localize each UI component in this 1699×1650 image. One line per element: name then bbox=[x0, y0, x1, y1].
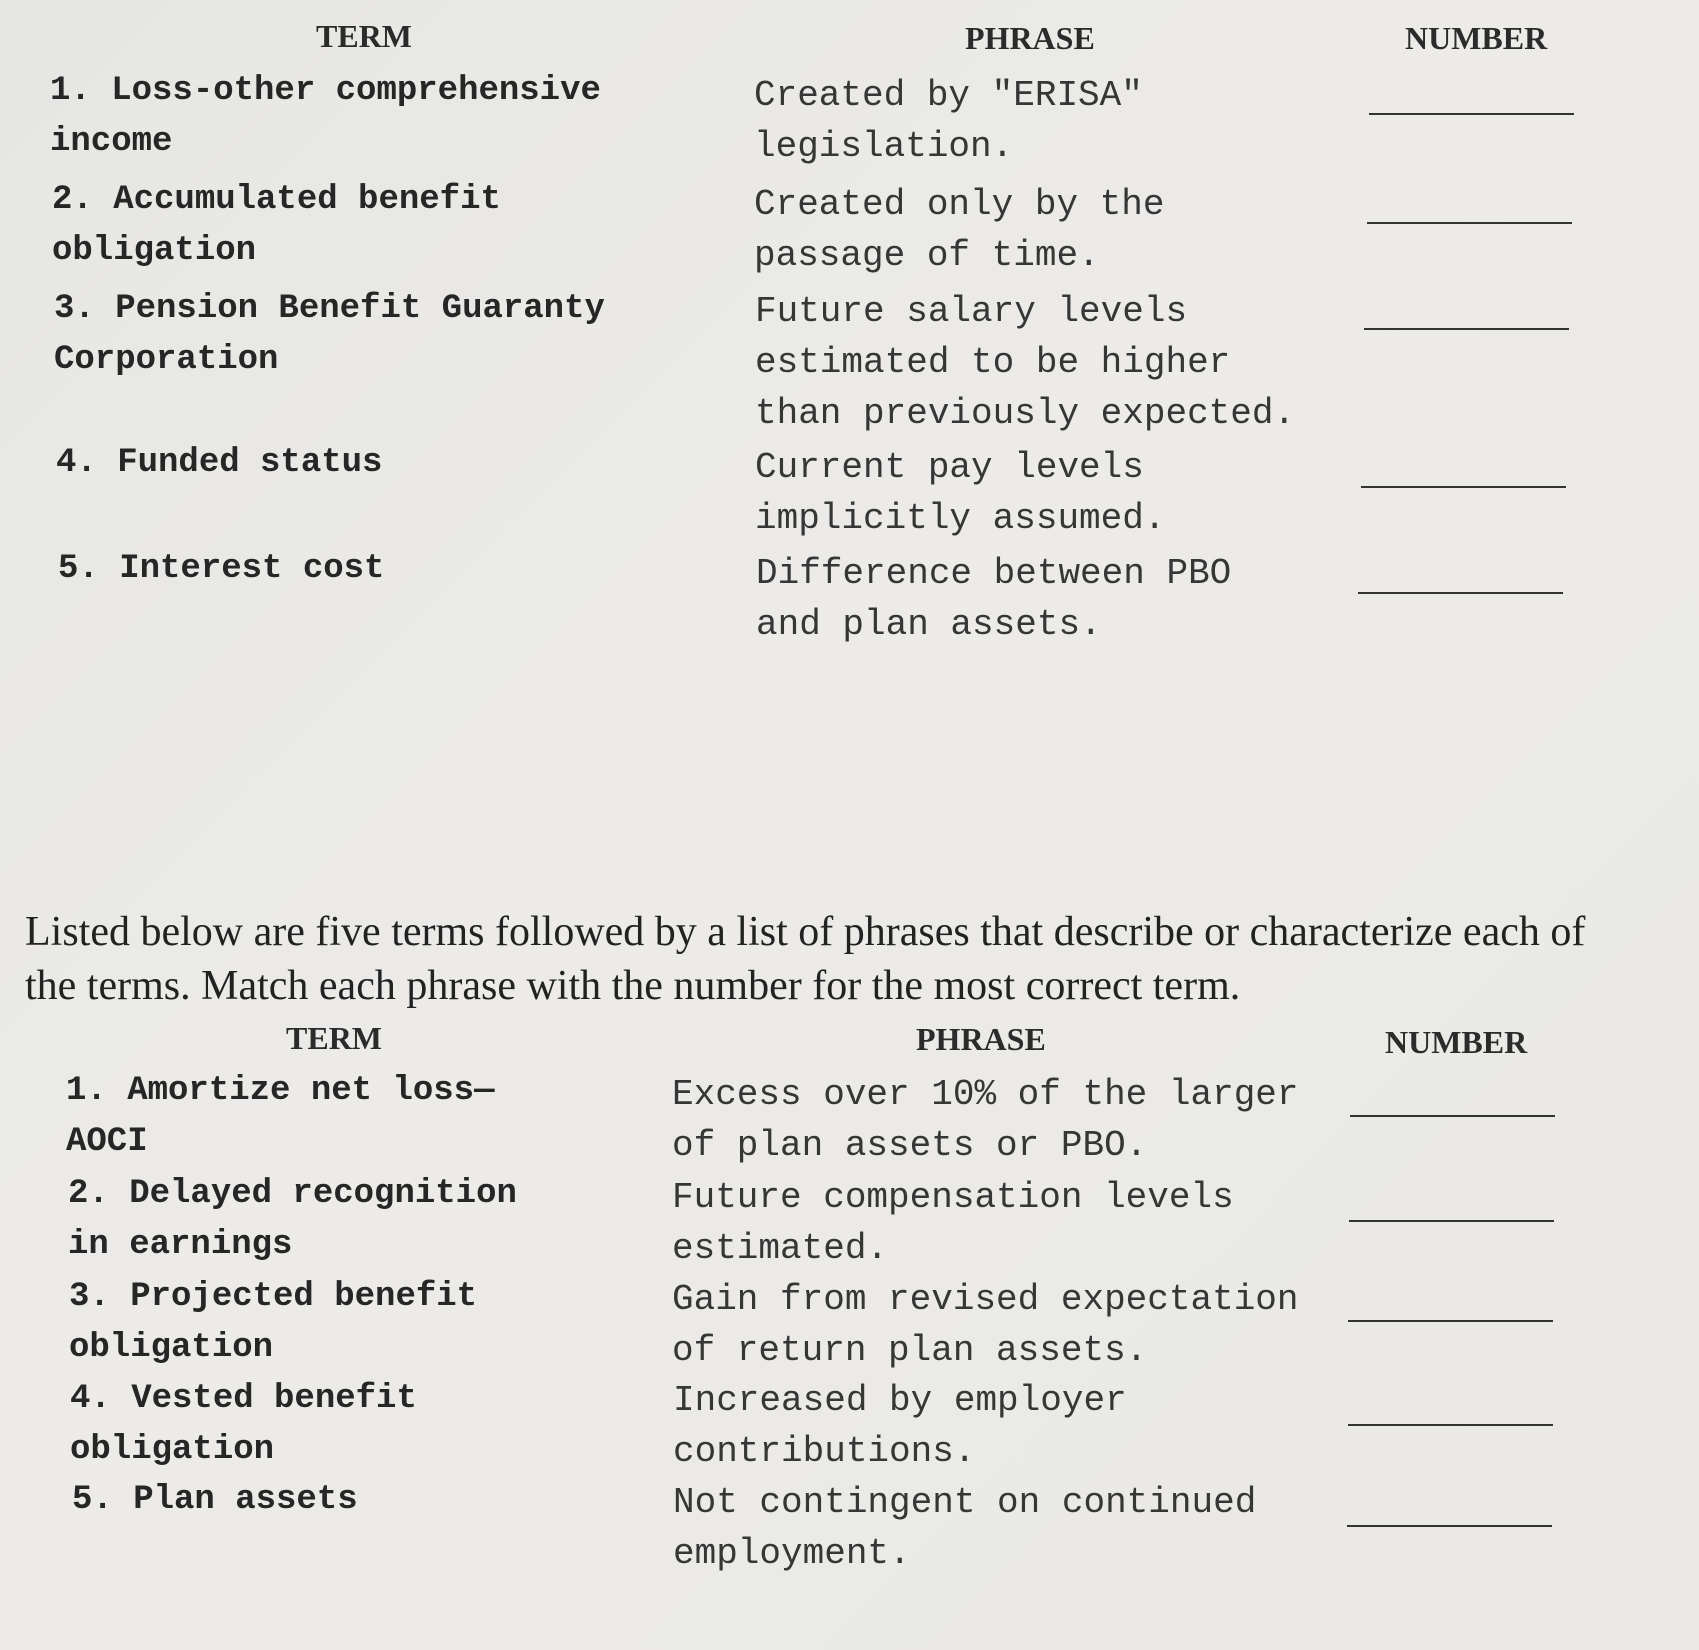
s1-phrase-1-line1: Created by "ERISA" bbox=[754, 75, 1143, 116]
s2-term-5 bbox=[72, 1475, 358, 1526]
s1-phrase-2-line1: Created only by the bbox=[754, 184, 1165, 225]
s2-phrase-2-line1: Future compensation levels bbox=[672, 1177, 1234, 1218]
s1-phrase-header: PHRASE bbox=[965, 20, 1095, 56]
s2-phrase-4-line1: Increased by employer bbox=[673, 1380, 1127, 1421]
s2-number-blank-5[interactable] bbox=[1347, 1525, 1552, 1527]
instructions bbox=[25, 905, 1665, 1013]
s2-term-4 bbox=[70, 1374, 417, 1476]
s2-phrase-3-line1: Gain from revised expectation bbox=[672, 1279, 1299, 1320]
s2-term-1 bbox=[66, 1066, 494, 1168]
s2-phrase-3 bbox=[672, 1274, 1299, 1376]
s1-phrase-5-line2: and plan assets. bbox=[756, 604, 1102, 645]
s2-number-blank-4[interactable] bbox=[1348, 1424, 1553, 1426]
s2-term-3-line1: 3. Projected benefit bbox=[69, 1278, 478, 1316]
s1-term-header: TERM bbox=[316, 18, 412, 54]
s2-phrase-5-line1: Not contingent on continued bbox=[673, 1482, 1257, 1523]
s2-phrase-2 bbox=[672, 1172, 1234, 1274]
s2-term-2 bbox=[68, 1169, 517, 1271]
s2-phrase-5-line2: employment. bbox=[673, 1533, 911, 1574]
s1-phrase-2-line2: passage of time. bbox=[754, 235, 1100, 276]
s2-term-3-line2: obligation bbox=[69, 1329, 274, 1367]
s1-number-blank-4[interactable] bbox=[1361, 486, 1566, 488]
s1-phrase-2 bbox=[754, 179, 1164, 281]
s2-term-header: TERM bbox=[286, 1020, 382, 1056]
s2-term-1-line1: 1. Amortize net loss— bbox=[66, 1072, 495, 1110]
s1-term-2-line2: obligation bbox=[52, 232, 257, 270]
s2-phrase-4 bbox=[673, 1375, 1127, 1477]
s1-term-3-line1: 3. Pension Benefit Guaranty bbox=[54, 290, 605, 328]
s2-phrase-1-line2: of plan assets or PBO. bbox=[672, 1125, 1148, 1166]
s2-term-2-line1: 2. Delayed recognition bbox=[68, 1175, 517, 1213]
s2-phrase-header: PHRASE bbox=[916, 1021, 1046, 1057]
s1-phrase-3-line1: Future salary levels bbox=[755, 291, 1188, 332]
s2-phrase-1 bbox=[672, 1069, 1299, 1171]
s2-term-2-line2: in earnings bbox=[68, 1226, 293, 1264]
instructions-line2: the terms. Match each phrase with the number for the most correct term. bbox=[25, 963, 1241, 1009]
s1-term-2-line1: 2. Accumulated benefit bbox=[52, 181, 501, 219]
s2-phrase-2-line2: estimated. bbox=[672, 1228, 889, 1269]
s2-number-header: NUMBER bbox=[1385, 1024, 1528, 1060]
s1-number-blank-2[interactable] bbox=[1367, 222, 1572, 224]
s1-phrase-1-line2: legislation. bbox=[754, 126, 1014, 167]
s2-phrase-3-line2: of return plan assets. bbox=[672, 1330, 1148, 1371]
s1-term-3-line2: Corporation bbox=[54, 341, 279, 379]
s1-term-5-line1: 5. Interest cost bbox=[58, 550, 385, 588]
s1-term-1-line1: 1. Loss-other comprehensive bbox=[50, 72, 601, 110]
s1-term-5 bbox=[58, 544, 384, 595]
s1-term-2 bbox=[52, 175, 501, 277]
s1-phrase-1 bbox=[754, 70, 1143, 172]
s1-phrase-3-line3: than previously expected. bbox=[755, 393, 1296, 434]
s2-term-4-line2: obligation bbox=[70, 1431, 275, 1469]
s1-number-blank-1[interactable] bbox=[1369, 113, 1574, 115]
s2-number-blank-1[interactable] bbox=[1350, 1115, 1555, 1117]
s1-phrase-4-line2: implicitly assumed. bbox=[755, 498, 1166, 539]
s2-term-3 bbox=[69, 1272, 477, 1374]
s2-phrase-4-line2: contributions. bbox=[673, 1431, 976, 1472]
s1-phrase-4 bbox=[755, 442, 1165, 544]
s2-phrase-5 bbox=[673, 1477, 1256, 1579]
s2-number-blank-3[interactable] bbox=[1348, 1320, 1553, 1322]
s1-phrase-5-line1: Difference between PBO bbox=[756, 553, 1232, 594]
s1-term-3 bbox=[54, 284, 605, 386]
s1-term-4 bbox=[56, 438, 382, 489]
s1-term-1-line2: income bbox=[50, 123, 173, 161]
instructions-line1: Listed below are five terms followed by a list of phrases that describe or characterize each of bbox=[25, 909, 1586, 955]
s1-phrase-4-line1: Current pay levels bbox=[755, 447, 1144, 488]
s2-term-1-line2: AOCI bbox=[66, 1123, 148, 1161]
s1-term-1 bbox=[50, 66, 601, 168]
s2-term-5-line1: 5. Plan assets bbox=[72, 1481, 358, 1519]
s2-term-4-line1: 4. Vested benefit bbox=[70, 1380, 417, 1418]
s1-number-blank-5[interactable] bbox=[1358, 592, 1563, 594]
s1-phrase-3 bbox=[755, 286, 1295, 439]
s1-term-4-line1: 4. Funded status bbox=[56, 444, 383, 482]
s2-number-blank-2[interactable] bbox=[1349, 1220, 1554, 1222]
s1-phrase-5 bbox=[756, 548, 1231, 650]
s1-phrase-3-line2: estimated to be higher bbox=[755, 342, 1231, 383]
s2-phrase-1-line1: Excess over 10% of the larger bbox=[672, 1074, 1299, 1115]
s1-number-header: NUMBER bbox=[1405, 20, 1548, 56]
s1-number-blank-3[interactable] bbox=[1364, 328, 1569, 330]
